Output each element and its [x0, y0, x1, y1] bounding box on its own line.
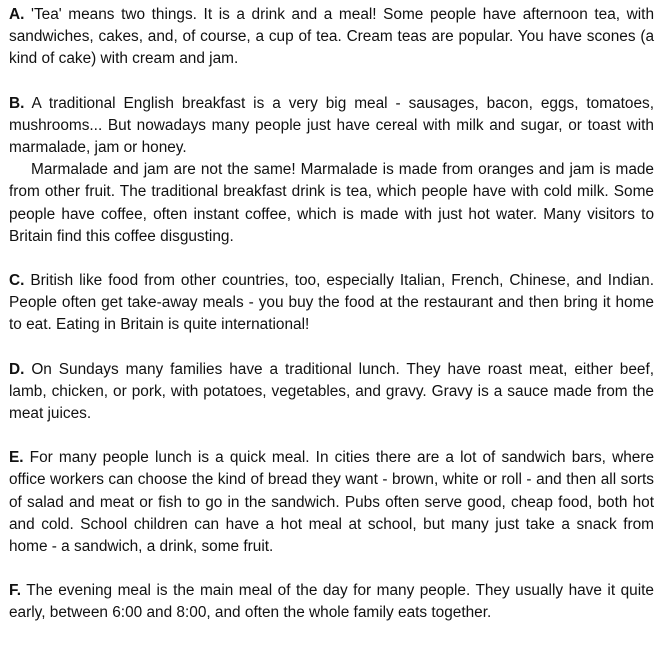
section-f — [9, 580, 654, 624]
section-letter: B. — [9, 94, 25, 112]
paragraph — [9, 359, 654, 426]
paragraph-text: 'Tea' means two things. It is a drink and a meal! Some people have afternoon tea, with sandwiches, cakes, and, of course, a cup of tea. Cream teas are popular. You have scones (a kind of cake) with cream and jam. — [9, 6, 654, 68]
section-a — [9, 4, 654, 71]
paragraph — [9, 4, 654, 71]
section-letter: E. — [9, 449, 24, 467]
paragraph — [9, 447, 654, 558]
paragraph-text: For many people lunch is a quick meal. In cities there are a lot of sandwich bars, where office workers can choose the kind of bread they want - brown, white or roll - and then all sorts of salad and meat or fish to go in the sandwich. Pubs often serve good, cheap food, both hot and cold. School children can have a hot meal at school, but many just take a snack from home - a sandwich, a drink, some fruit. — [9, 449, 654, 556]
section-letter: D. — [9, 360, 25, 378]
section-c — [9, 270, 654, 337]
section-letter: C. — [9, 272, 25, 290]
paragraph-text: British like food from other countries, too, especially Italian, French, Chinese, and Indian. People often get take-away meals - you buy the food at the restaurant and then bring it home to eat. Eating in Britain is quite international! — [9, 272, 654, 334]
paragraph — [9, 159, 654, 248]
paragraph — [9, 93, 654, 160]
section-b — [9, 93, 654, 248]
section-letter: F. — [9, 582, 21, 600]
paragraph — [9, 580, 654, 624]
paragraph — [9, 270, 654, 337]
paragraph-text: The evening meal is the main meal of the day for many people. They usually have it quite early, between 6:00 and 8:00, and often the whole family eats together. — [9, 582, 654, 622]
paragraph-text: On Sundays many families have a traditional lunch. They have roast meat, either beef, lamb, chicken, or pork, with potatoes, vegetables, and gravy. Gravy is a sauce made from the meat juices. — [9, 360, 654, 423]
document-page — [9, 4, 654, 647]
paragraph-text: Marmalade and jam are not the same! Marmalade is made from oranges and jam is made from other fruit. The traditional breakfast drink is tea, which people have with cold milk. Some people have coffee, often instant coffee, which is made with just hot water. Many visitors to Britain find this coffee disgusting. — [9, 161, 654, 245]
paragraph-text: A traditional English breakfast is a very big meal - sausages, bacon, eggs, tomatoes, mushrooms... But nowadays many people just have cereal with milk and sugar, or toast with marmalade, jam or honey. — [9, 94, 654, 157]
section-d — [9, 359, 654, 426]
section-letter: A. — [9, 6, 25, 23]
section-e — [9, 447, 654, 558]
